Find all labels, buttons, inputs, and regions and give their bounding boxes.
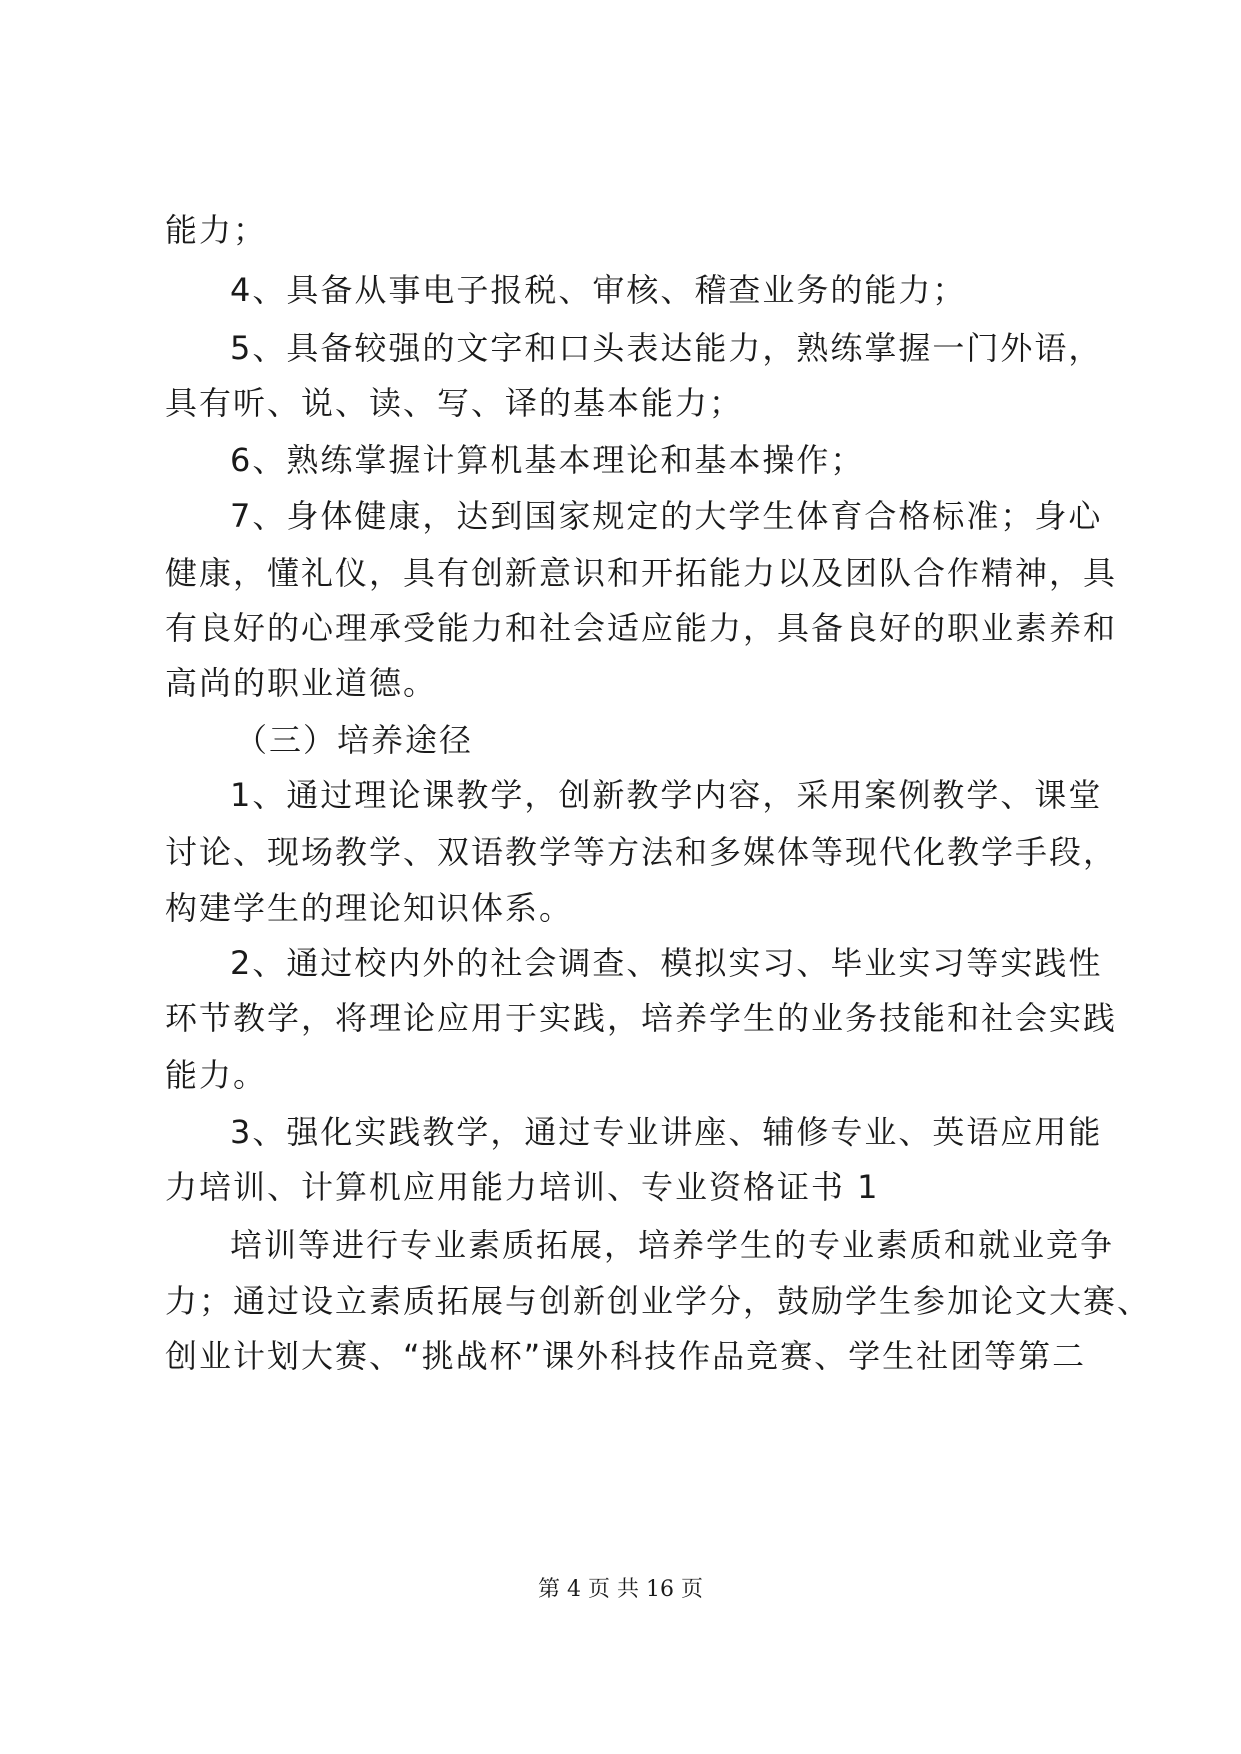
text-line-7: 健康，懂礼仪，具有创新意识和开拓能力以及团队合作精神，具: [165, 554, 1118, 592]
text-line-3: 5、具备较强的文字和口头表达能力，熟练掌握一门外语，: [230, 329, 1103, 367]
text-line-13: 构建学生的理论知识体系。: [165, 889, 574, 927]
section-heading: （三）培养途径: [235, 721, 474, 759]
text-line-14: 2、通过校内外的社会调查、模拟实习、毕业实习等实践性: [230, 944, 1103, 982]
text-line-6: 7、身体健康，达到国家规定的大学生体育合格标准；身心: [230, 497, 1103, 535]
page-footer: 第 4 页 共 16 页: [538, 1577, 703, 1602]
text-line-9: 高尚的职业道德。: [165, 664, 438, 702]
text-line-11: 1、通过理论课教学，创新教学内容，采用案例教学、课堂: [230, 776, 1103, 814]
text-line-20: 力；通过设立素质拓展与创新创业学分，鼓励学生参加论文大赛、: [165, 1282, 1152, 1320]
text-line-21: 创业计划大赛、“挑战杯”课外科技作品竞赛、学生社团等第二: [165, 1337, 1087, 1375]
text-line-2: 4、具备从事电子报税、审核、稽查业务的能力；: [230, 271, 967, 309]
text-line-16: 能力。: [165, 1056, 268, 1094]
text-line-5: 6、熟练掌握计算机基本理论和基本操作；: [230, 441, 865, 479]
text-line-12: 讨论、现场教学、双语教学等方法和多媒体等现代化教学手段，: [165, 833, 1118, 871]
text-line-17: 3、强化实践教学，通过专业讲座、辅修专业、英语应用能: [230, 1113, 1103, 1151]
text-line-18: 力培训、计算机应用能力培训、专业资格证书 1: [165, 1168, 880, 1206]
text-line-15: 环节教学，将理论应用于实践，培养学生的业务技能和社会实践: [165, 999, 1118, 1037]
text-line-4: 具有听、说、读、写、译的基本能力；: [165, 384, 744, 422]
text-line-1: 能力；: [165, 211, 268, 249]
text-line-19: 培训等进行专业素质拓展，培养学生的专业素质和就业竞争: [230, 1226, 1115, 1264]
text-line-8: 有良好的心理承受能力和社会适应能力，具备良好的职业素养和: [165, 609, 1118, 647]
